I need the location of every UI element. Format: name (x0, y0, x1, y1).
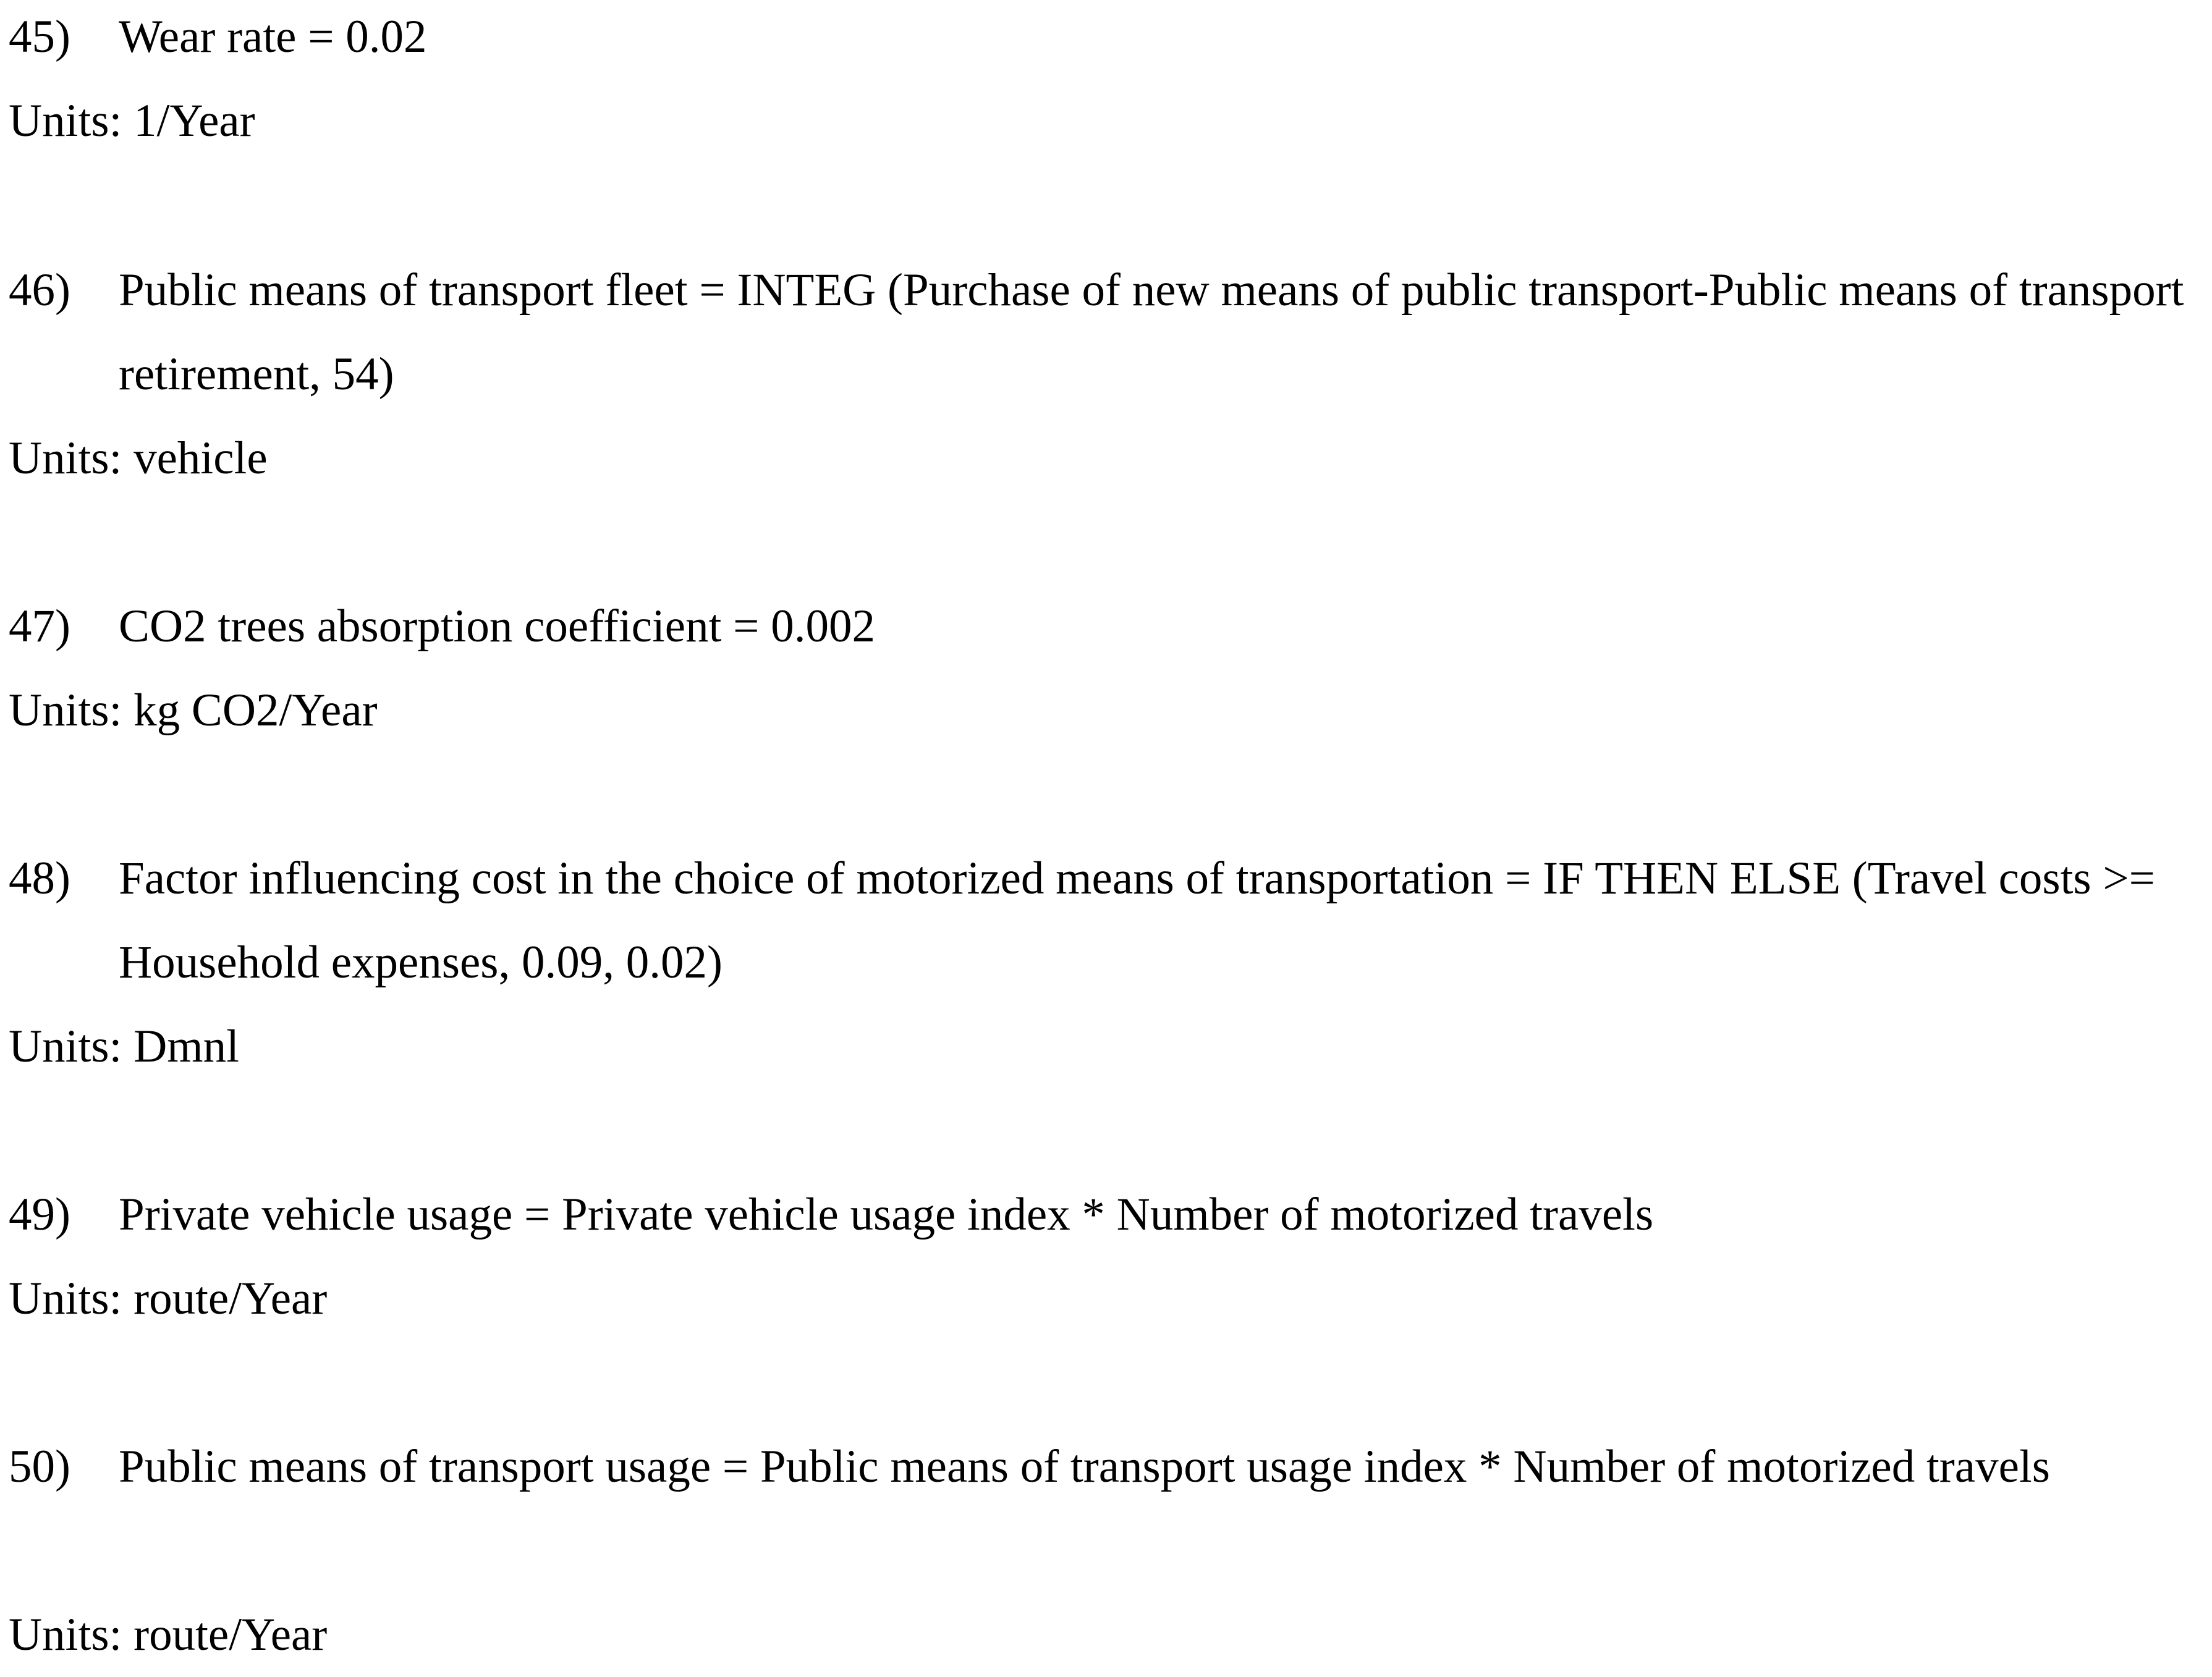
equation-text: Private vehicle usage = Private vehicle usage index * Number of motorized travels (119, 1189, 1654, 1240)
equation-units: Units: vehicle (9, 433, 268, 484)
equation-units: Units: Dmnl (9, 1021, 239, 1072)
equation-number: 45) (9, 11, 70, 62)
equation-number: 49) (9, 1189, 70, 1240)
equation-number: 48) (9, 853, 70, 904)
equation-number: 46) (9, 264, 70, 316)
equation-text: Public means of transport usage = Public means of transport usage index * Number of motorized travels (119, 1441, 2050, 1492)
equation-units: Units: route/Year (9, 1609, 328, 1660)
equation-units: Units: kg CO2/Year (9, 685, 378, 736)
equation-units: Units: route/Year (9, 1273, 328, 1324)
equation-text: Public means of transport fleet = INTEG (Purchase of new means of public transport-Public means of transport retirement, 54) (119, 264, 2184, 400)
equation-units: Units: 1/Year (9, 95, 255, 146)
equation-text: CO2 trees absorption coefficient = 0.002 (119, 601, 875, 652)
equation-text: Wear rate = 0.02 (119, 11, 427, 62)
equation-number: 50) (9, 1441, 70, 1492)
equation-number: 47) (9, 601, 70, 652)
equation-text: Factor influencing cost in the choice of motorized means of transportation = IF THEN ELSE (Travel costs >= Household expenses, 0.09, 0.02) (119, 853, 2155, 988)
